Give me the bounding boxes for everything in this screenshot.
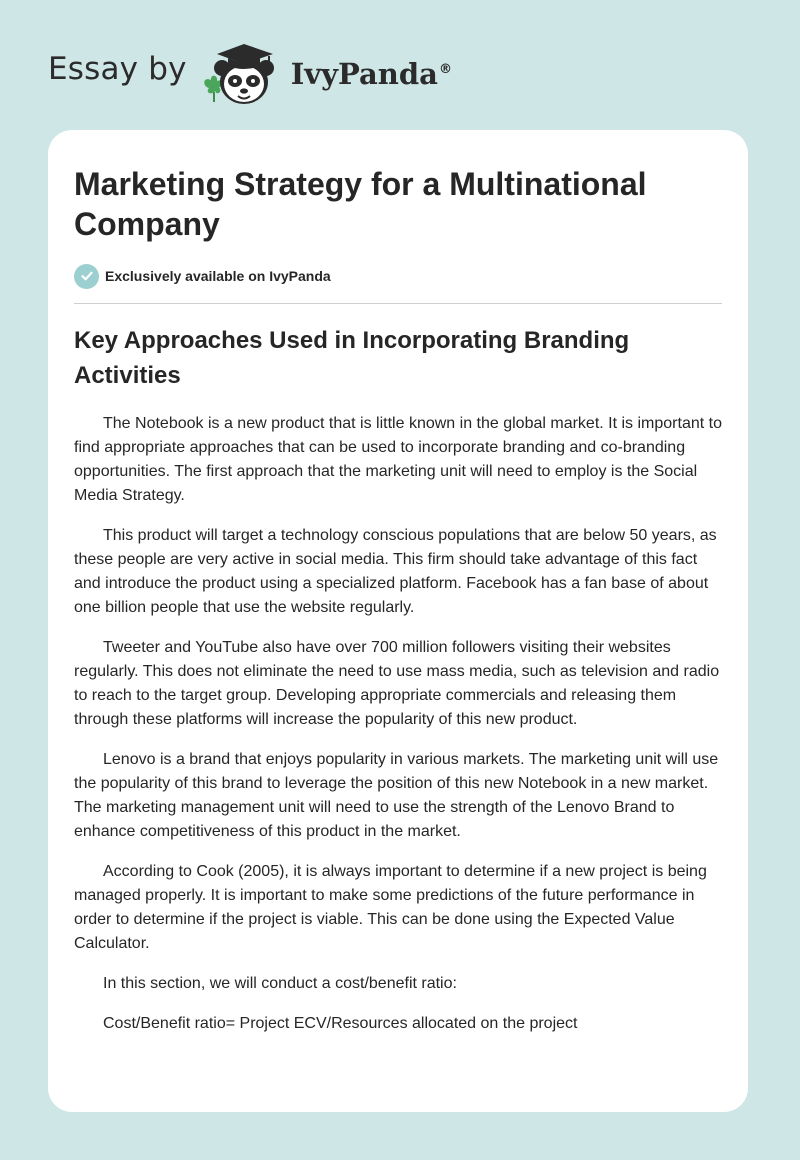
essay-title: Marketing Strategy for a Multinational Company [74, 166, 647, 242]
site-header [0, 0, 800, 128]
paragraph: Cost/Benefit ratio= Project ECV/Resources allocated on the project [103, 1015, 578, 1032]
paragraph: According to Cook (2005), it is always important to determine if a new project is being managed properly. It is important to make some predictions of the future performance in order to determine if the project is viable. This can be done using the Expected Value Calculator. [74, 863, 707, 952]
brand-prefix: Essay by [48, 51, 187, 87]
exclusive-notice [74, 263, 331, 289]
panda-graduate-logo-icon [197, 36, 289, 108]
paragraph: This product will target a technology conscious populations that are below 50 years, as these people are very active in social media. This firm should take advantage of this fact and introduce the product using a specialized platform. Facebook has a fan base of about one billion people that use the website regularly. [74, 527, 717, 616]
essay-body [74, 412, 724, 1052]
paragraph: The Notebook is a new product that is little known in the global market. It is important to find appropriate approaches that can be used to incorporate branding and co-branding opportunities. The first approach that the marketing unit will need to employ is the Social Media Strategy. [74, 415, 722, 504]
exclusive-label: Exclusively available on IvyPanda [105, 268, 331, 284]
title-divider [74, 303, 722, 304]
paragraph: Tweeter and YouTube also have over 700 million followers visiting their websites regularly. This does not eliminate the need to use mass media, such as television and radio to reach to the target group. Developing appropriate commercials and releasing them through these platforms will increase the popularity of this new product. [74, 639, 720, 728]
paragraph: In this section, we will conduct a cost/benefit ratio: [103, 975, 457, 992]
check-icon [74, 264, 99, 289]
brand-link[interactable] [48, 36, 452, 108]
paragraph: Lenovo is a brand that enjoys popularity in various markets. The marketing unit will use the popularity of this brand to leverage the position of this new Notebook in a new market. The marketing management unit will need to use the strength of the Lenovo Brand to enhance competitiveness of this product in the market. [74, 751, 719, 840]
essay-card [48, 130, 748, 1112]
brand-name: IvyPanda® [290, 57, 452, 91]
registered-mark: ® [438, 62, 452, 78]
section-heading: Key Approaches Used in Incorporating Branding Activities [74, 327, 630, 389]
